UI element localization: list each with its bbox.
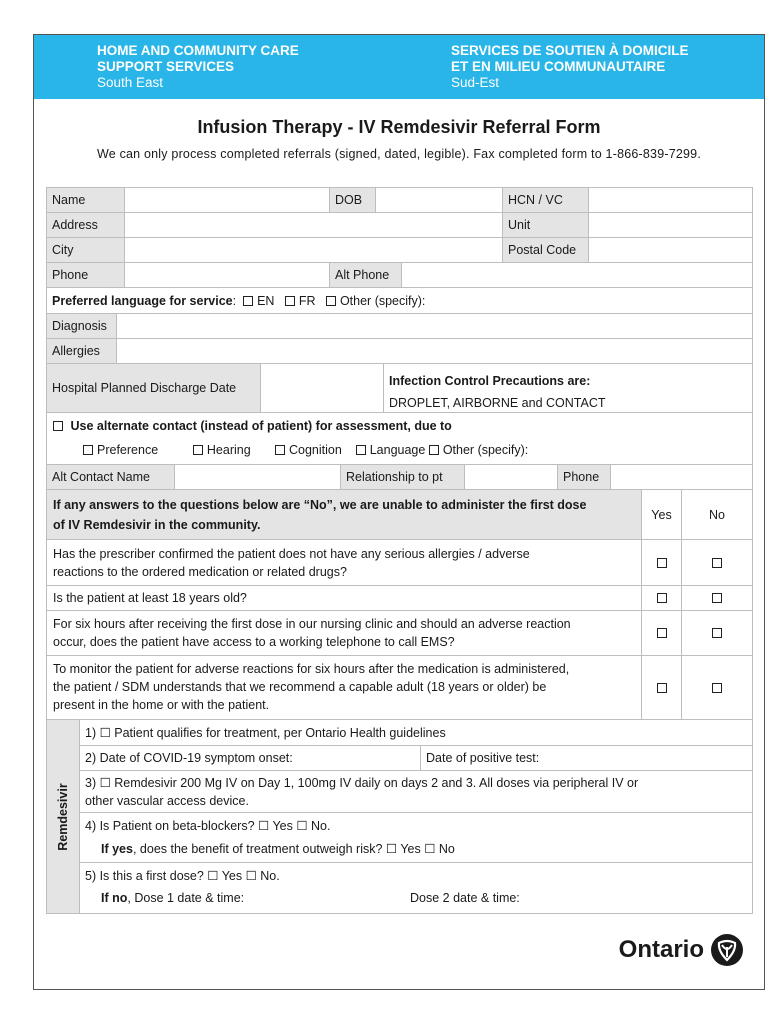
positive-test-label: Date of positive test: bbox=[426, 751, 540, 765]
infection-value: DROPLET, AIRBORNE and CONTACT bbox=[389, 396, 606, 410]
beta-blocker-followup[interactable] bbox=[101, 840, 455, 858]
question-telephone-text bbox=[53, 615, 633, 651]
reason-language-label: Language bbox=[369, 443, 426, 457]
remdesivir-item-1 bbox=[80, 720, 752, 746]
ontario-logo bbox=[619, 933, 744, 967]
allergies-field[interactable] bbox=[117, 339, 752, 363]
q2-no-cell bbox=[681, 586, 752, 610]
yes-column-header: Yes bbox=[641, 490, 681, 539]
alternate-reasons bbox=[83, 443, 528, 457]
name-label: Name bbox=[47, 188, 125, 212]
remdesivir-section bbox=[47, 720, 752, 913]
q4-no-checkbox[interactable] bbox=[712, 683, 722, 693]
phone-label: Phone bbox=[47, 263, 125, 287]
allergies-label: Allergies bbox=[47, 339, 117, 363]
remdesivir-side-text: Remdesivir bbox=[56, 782, 70, 851]
dose1-text: , Dose 1 date & time: bbox=[127, 891, 245, 905]
banner-french bbox=[451, 43, 689, 91]
banner-en-region: South East bbox=[97, 75, 164, 90]
question-telephone bbox=[47, 611, 752, 656]
q3-line1: For six hours after receiving the first dose in our nursing clinic and should an adverse reaction bbox=[53, 617, 571, 631]
banner-fr-line2: ET EN MILIEU COMMUNAUTAIRE bbox=[451, 59, 666, 74]
reason-other-label: Other (specify): bbox=[442, 443, 529, 457]
language-row bbox=[47, 288, 752, 314]
reason-other-checkbox[interactable] bbox=[429, 445, 439, 455]
name-field[interactable] bbox=[125, 188, 330, 212]
symptom-onset-label: 2) Date of COVID-19 symptom onset: bbox=[85, 751, 293, 765]
alternate-label: Use alternate contact (instead of patient) for assessment, due to bbox=[70, 419, 452, 433]
remdesivir-item-5 bbox=[80, 863, 752, 911]
q1-no-cell bbox=[681, 540, 752, 585]
q4-line1: To monitor the patient for adverse reactions for six hours after the medication is administered, bbox=[53, 662, 570, 676]
form-table bbox=[46, 187, 753, 914]
alternate-contact-row bbox=[47, 413, 752, 465]
q3-yes-checkbox[interactable] bbox=[657, 628, 667, 638]
reason-cognition-label: Cognition bbox=[288, 443, 342, 457]
phone-field[interactable] bbox=[125, 263, 330, 287]
diagnosis-row bbox=[47, 314, 752, 339]
form-title: Infusion Therapy - IV Remdesivir Referral Form bbox=[197, 117, 601, 137]
city-row bbox=[47, 238, 752, 263]
q4-yes-checkbox[interactable] bbox=[657, 683, 667, 693]
reason-hearing-checkbox[interactable] bbox=[193, 445, 203, 455]
no-column-header: No bbox=[681, 490, 752, 539]
q2-yes-checkbox[interactable] bbox=[657, 593, 667, 603]
q1-no-checkbox[interactable] bbox=[712, 558, 722, 568]
language-en-checkbox[interactable] bbox=[243, 296, 253, 306]
reason-preference-checkbox[interactable] bbox=[83, 445, 93, 455]
remdesivir-item-3 bbox=[80, 771, 752, 813]
q3-no-checkbox[interactable] bbox=[712, 628, 722, 638]
banner-en-line2: SUPPORT SERVICES bbox=[97, 59, 235, 74]
q4-line2: the patient / SDM understands that we recommend a capable adult (18 years or older) be bbox=[53, 680, 547, 694]
q1-line1: Has the prescriber confirmed the patient does not have any serious allergies / adverse bbox=[53, 547, 530, 561]
banner-en-line1: HOME AND COMMUNITY CARE bbox=[97, 43, 299, 58]
beta-blocker-followup-text: , does the benefit of treatment outweigh risk? ☐ Yes ☐ No bbox=[132, 842, 455, 856]
question-monitor bbox=[47, 656, 752, 720]
question-allergies bbox=[47, 540, 752, 586]
alt-contact-name-label: Alt Contact Name bbox=[47, 465, 175, 489]
questions-header-line2: of IV Remdesivir in the community. bbox=[53, 518, 261, 532]
remdesivir-item2-divider bbox=[420, 746, 421, 770]
alt-phone-field[interactable] bbox=[402, 263, 752, 287]
question-monitor-text bbox=[53, 660, 633, 714]
trillium-icon bbox=[710, 933, 744, 967]
discharge-row bbox=[47, 364, 752, 413]
discharge-label: Hospital Planned Discharge Date bbox=[47, 364, 261, 412]
questions-header bbox=[47, 490, 752, 540]
q1-line2: reactions to the ordered medication or related drugs? bbox=[53, 565, 347, 579]
q2-yes-cell bbox=[641, 586, 681, 610]
dob-label: DOB bbox=[330, 188, 376, 212]
question-allergies-text bbox=[53, 545, 633, 581]
dose2-label: Dose 2 date & time: bbox=[410, 891, 520, 905]
relationship-field[interactable] bbox=[465, 465, 558, 489]
if-no-label: If no bbox=[101, 891, 128, 905]
alternate-header bbox=[53, 419, 452, 433]
hcn-field[interactable] bbox=[589, 188, 752, 212]
language-label: Preferred language for service bbox=[52, 293, 233, 308]
q3-yes-cell bbox=[641, 611, 681, 655]
remdesivir-item1-text[interactable]: 1) ☐ Patient qualifies for treatment, per Ontario Health guidelines bbox=[85, 726, 446, 740]
relationship-label: Relationship to pt bbox=[341, 465, 465, 489]
language-options: Preferred language for service : EN FR Other (specify): bbox=[52, 293, 426, 308]
remdesivir-item3-text[interactable] bbox=[85, 774, 638, 810]
postal-label: Postal Code bbox=[503, 238, 589, 262]
banner-fr-line1: SERVICES DE SOUTIEN À DOMICILE bbox=[451, 43, 689, 58]
item3-line1: 3) ☐ Remdesivir 200 Mg IV on Day 1, 100mg IV daily on days 2 and 3. All doses via peripheral IV or bbox=[85, 776, 639, 790]
dob-field[interactable] bbox=[376, 188, 503, 212]
reason-hearing-label: Hearing bbox=[206, 443, 251, 457]
banner-english bbox=[97, 43, 299, 91]
postal-field[interactable] bbox=[589, 238, 752, 262]
diagnosis-label: Diagnosis bbox=[47, 314, 117, 338]
referral-form-page bbox=[33, 34, 765, 990]
item3-line2: other vascular access device. bbox=[85, 794, 249, 808]
language-other-checkbox[interactable] bbox=[326, 296, 336, 306]
language-other-label: Other (specify): bbox=[339, 293, 426, 308]
alternate-checkbox[interactable] bbox=[53, 421, 63, 431]
q4-line3: present in the home or with the patient. bbox=[53, 698, 270, 712]
alt-phone-label: Alt Phone bbox=[330, 263, 402, 287]
first-dose-question[interactable]: 5) Is this a first dose? ☐ Yes ☐ No. bbox=[85, 869, 280, 883]
q2-no-checkbox[interactable] bbox=[712, 593, 722, 603]
name-row bbox=[47, 188, 752, 213]
questions-header-line1: If any answers to the questions below are “No”, we are unable to administer the first dose bbox=[53, 498, 587, 512]
language-en-label: EN bbox=[257, 293, 275, 308]
reason-cognition-checkbox[interactable] bbox=[275, 445, 285, 455]
language-fr-checkbox[interactable] bbox=[285, 296, 295, 306]
city-field[interactable] bbox=[125, 238, 503, 262]
unit-label: Unit bbox=[503, 213, 589, 237]
questions-header-text bbox=[53, 495, 633, 535]
beta-blocker-question[interactable]: 4) Is Patient on beta-blockers? ☐ Yes ☐ No. bbox=[85, 819, 331, 833]
infection-control bbox=[384, 364, 752, 412]
q4-yes-cell bbox=[641, 656, 681, 719]
q1-yes-cell bbox=[641, 540, 681, 585]
alt-contact-row bbox=[47, 465, 752, 490]
dose1-label bbox=[101, 889, 244, 907]
phone-row bbox=[47, 263, 752, 288]
if-yes-label: If yes bbox=[101, 842, 133, 856]
form-subtitle: We can only process completed referrals (signed, dated, legible). Fax completed form to 1-866-839-7299. bbox=[96, 147, 701, 161]
ontario-wordmark: Ontario bbox=[618, 936, 704, 963]
city-label: City bbox=[47, 238, 125, 262]
hcn-label: HCN / VC bbox=[503, 188, 589, 212]
q1-yes-checkbox[interactable] bbox=[657, 558, 667, 568]
question-age-text: Is the patient at least 18 years old? bbox=[53, 591, 247, 605]
remdesivir-item-4 bbox=[80, 813, 752, 863]
remdesivir-item-2 bbox=[80, 746, 752, 771]
address-field[interactable] bbox=[125, 213, 503, 237]
reason-language-checkbox[interactable] bbox=[356, 445, 366, 455]
q3-line2: occur, does the patient have access to a working telephone to call EMS? bbox=[53, 635, 455, 649]
alt-contact-phone-field[interactable] bbox=[611, 465, 752, 489]
question-age bbox=[47, 586, 752, 611]
alt-contact-phone-label: Phone bbox=[558, 465, 611, 489]
address-row bbox=[47, 213, 752, 238]
q3-no-cell bbox=[681, 611, 752, 655]
address-label: Address bbox=[47, 213, 125, 237]
allergies-row bbox=[47, 339, 752, 364]
unit-field[interactable] bbox=[589, 213, 752, 237]
banner-fr-region: Sud-Est bbox=[451, 75, 500, 90]
language-fr-label: FR bbox=[298, 293, 316, 308]
reason-preference-label: Preference bbox=[97, 443, 159, 457]
header-banner bbox=[34, 35, 764, 99]
remdesivir-side-label bbox=[47, 720, 80, 913]
q4-no-cell bbox=[681, 656, 752, 719]
infection-label: Infection Control Precautions are: bbox=[389, 374, 591, 388]
discharge-field[interactable] bbox=[261, 364, 384, 412]
alt-contact-name-field[interactable] bbox=[175, 465, 341, 489]
diagnosis-field[interactable] bbox=[117, 314, 752, 338]
